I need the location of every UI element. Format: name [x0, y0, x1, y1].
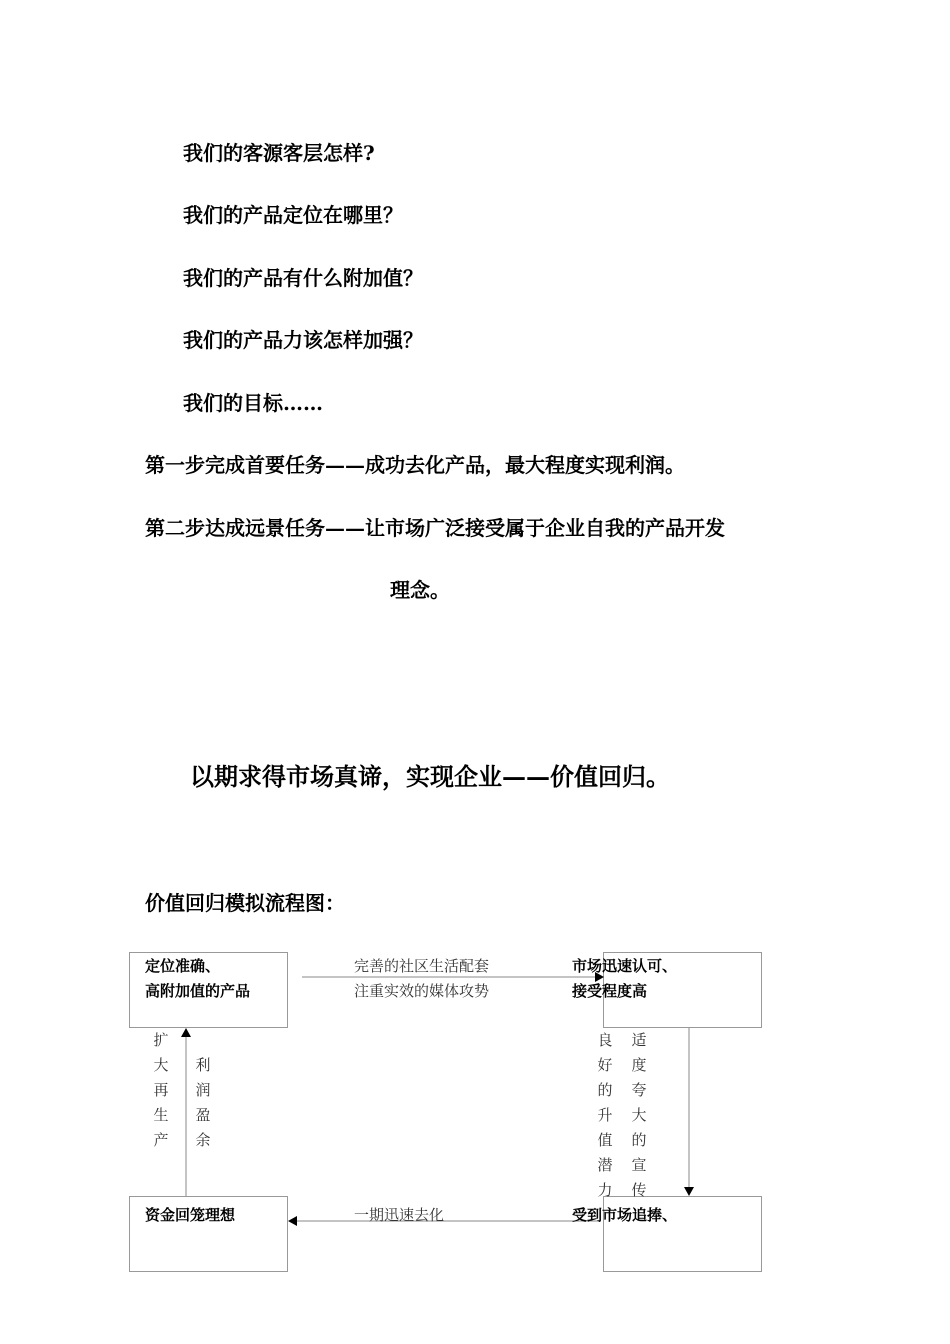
slogan: 以期求得市场真谛，实现企业——价值回归。	[190, 762, 670, 791]
box-bottom-right-text: 受到市场追捧、	[572, 1206, 678, 1224]
step-two-line-2: 理念。	[390, 578, 450, 602]
question-4: 我们的产品力该怎样加强？	[183, 328, 423, 352]
edge-top-line-2: 注重实效的媒体攻势	[354, 982, 490, 1000]
right-vertical-label-1: 良 好 的 升 值 潜 力	[597, 1031, 613, 1199]
box-bottom-left-text: 资金回笼理想	[145, 1206, 236, 1224]
box-top-right-line-2: 接受程度高	[572, 982, 648, 1000]
left-vertical-label-2: 利 润 盈 余	[195, 1056, 211, 1149]
box-top-left-line-2: 高附加值的产品	[145, 982, 251, 1000]
edge-top-line-1: 完善的社区生活配套	[354, 957, 490, 975]
box-top-right-line-1: 市场迅速认可、	[572, 957, 678, 975]
arrow-head-left	[288, 1216, 297, 1226]
left-vertical-label-1: 扩 大 再 生 产	[153, 1031, 169, 1149]
step-one: 第一步完成首要任务——成功去化产品，最大程度实现利润。	[145, 453, 685, 477]
right-vertical-label-2: 适 度 夸 大 的 宣 传	[631, 1031, 647, 1199]
arrow-head-down	[684, 1187, 694, 1196]
step-two-line-1: 第二步达成远景任务——让市场广泛接受属于企业自我的产品开发	[145, 516, 725, 540]
box-top-left-line-1: 定位准确、	[145, 957, 221, 975]
question-1: 我们的客源客层怎样?	[183, 141, 375, 165]
edge-bottom-label: 一期迅速去化	[354, 1206, 445, 1224]
flowchart-title: 价值回归模拟流程图：	[145, 891, 345, 915]
question-3: 我们的产品有什么附加值？	[183, 266, 423, 290]
question-2: 我们的产品定位在哪里？	[183, 203, 403, 227]
question-5: 我们的目标……	[183, 391, 323, 415]
arrow-head-up	[181, 1028, 191, 1037]
